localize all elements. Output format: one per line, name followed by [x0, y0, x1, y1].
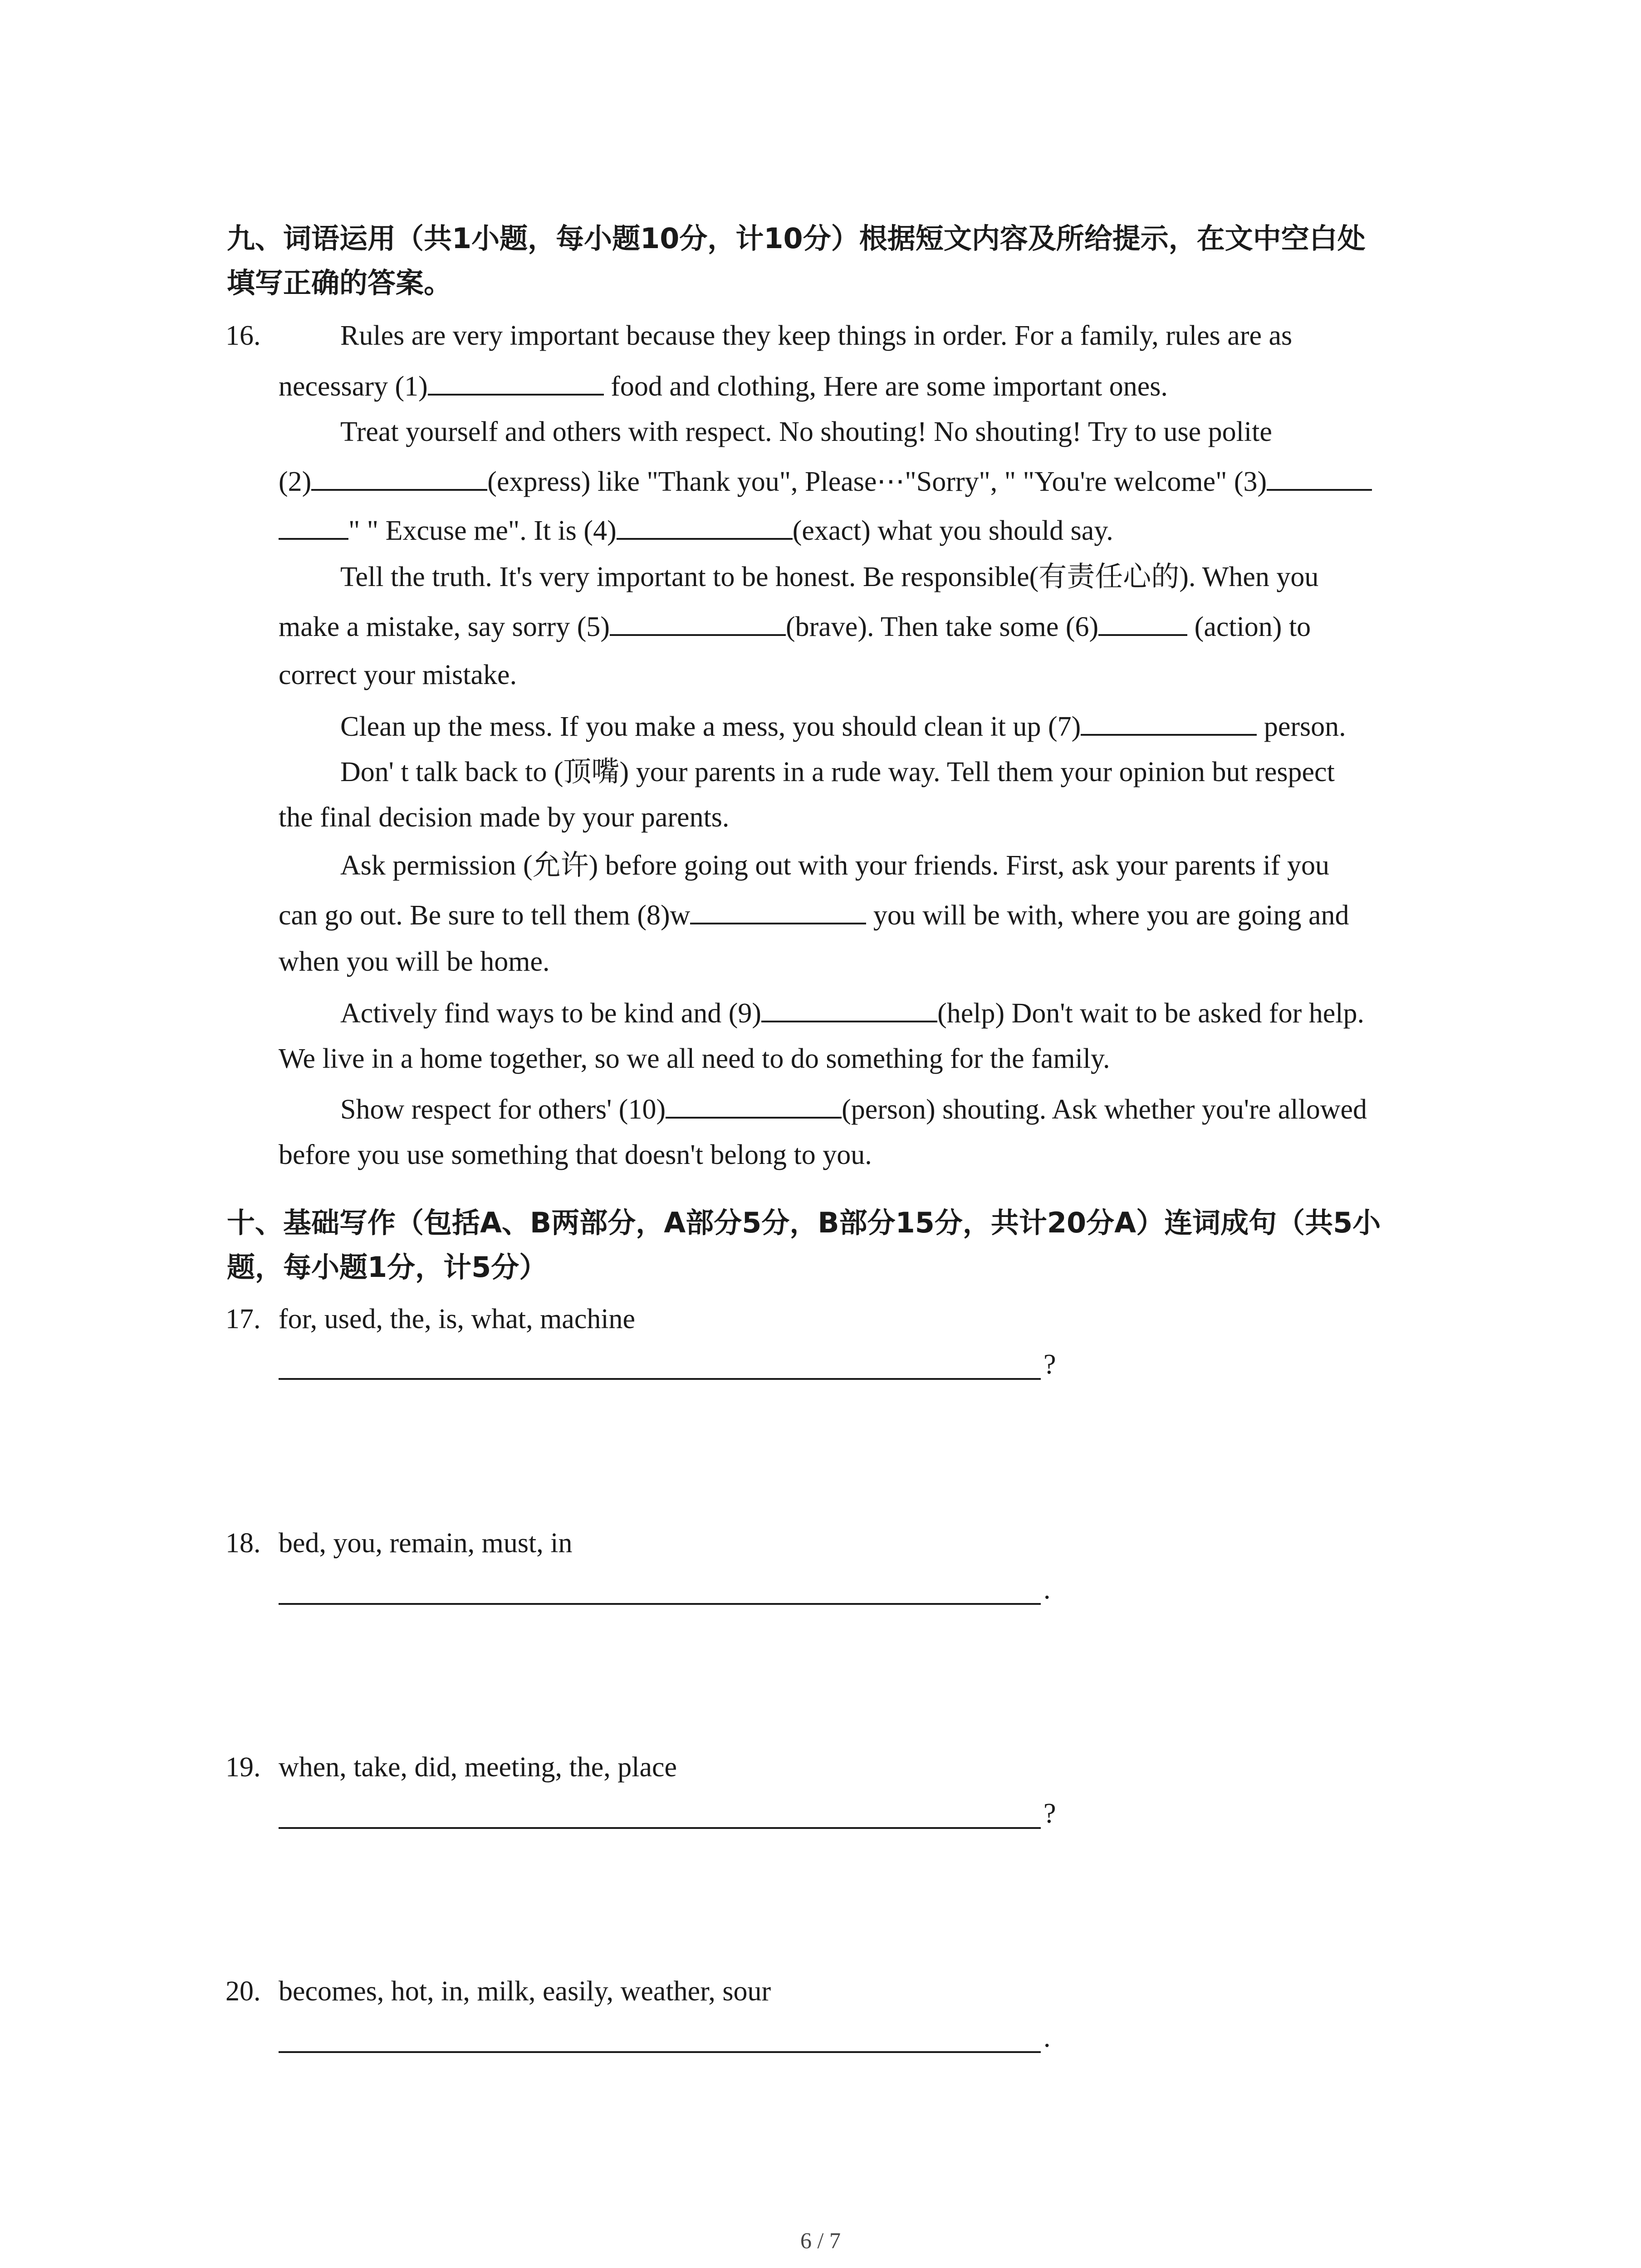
question-number: 19.: [225, 1752, 261, 1783]
passage-line: before you use something that doesn't belong to you.: [279, 1139, 872, 1170]
section-heading-continued: 题，每小题1分，计5分）: [227, 1251, 548, 1284]
passage-line: correct your mistake.: [279, 660, 517, 690]
passage-line: the final decision made by your parents.: [279, 802, 730, 833]
answer-line[interactable]: [279, 1827, 1041, 1829]
blank-8[interactable]: [690, 896, 866, 924]
end-punctuation: .: [1043, 2022, 1051, 2053]
passage-text: can go out. Be sure to tell them (8)w: [279, 900, 691, 931]
passage-line: [279, 367, 1168, 405]
passage-line: [340, 1090, 1367, 1128]
blank-7[interactable]: [1081, 708, 1257, 736]
passage-line: [279, 608, 1311, 645]
blank-2[interactable]: [311, 463, 487, 491]
end-punctuation: ?: [1043, 1798, 1056, 1829]
passage-text: (exact) what you should say.: [792, 515, 1113, 546]
passage-text: Clean up the mess. If you make a mess, you should clean it up (7): [340, 711, 1081, 742]
passage-text: you will be with, where you are going and: [866, 900, 1349, 931]
page-number: 6 / 7: [800, 2228, 841, 2253]
passage-line: Rules are very important because they keep things in order. For a family, rules are as: [340, 320, 1293, 351]
blank-1[interactable]: [428, 367, 604, 396]
passage-text: (person) shouting. Ask whether you're allowed: [842, 1094, 1367, 1125]
word-list: when, take, did, meeting, the, place: [279, 1752, 677, 1783]
passage-line: [340, 708, 1346, 745]
answer-line[interactable]: [279, 2051, 1041, 2053]
end-punctuation: ?: [1043, 1349, 1056, 1380]
section-heading: 九、词语运用（共1小题，每小题10分，计10分）根据短文内容及所给提示，在文中空白处: [227, 222, 1366, 255]
passage-line: [279, 512, 1113, 549]
passage-text: make a mistake, say sorry (5): [279, 611, 610, 642]
passage-line: when you will be home.: [279, 946, 550, 977]
passage-text: (help) Don't wait to be asked for help.: [937, 998, 1364, 1029]
passage-text: Show respect for others' (10): [340, 1094, 666, 1125]
word-list: becomes, hot, in, milk, easily, weather, sour: [279, 1976, 771, 2007]
passage-line: Don' t talk back to (顶嘴) your parents in a rude way. Tell them your opinion but respect: [340, 757, 1335, 787]
blank-5[interactable]: [610, 608, 786, 636]
passage-text: (brave). Then take some (6): [785, 611, 1099, 642]
question-number: 16.: [225, 320, 261, 351]
passage-text: (action) to: [1187, 611, 1311, 642]
blank-6[interactable]: [1098, 608, 1187, 636]
passage-line: Ask permission (允许) before going out with your friends. First, ask your parents if you: [340, 850, 1330, 881]
answer-line[interactable]: [279, 1378, 1041, 1380]
passage-text: (2): [279, 466, 312, 497]
passage-text: necessary (1): [279, 371, 428, 402]
answer-line[interactable]: [279, 1603, 1041, 1605]
section-heading: 十、基础写作（包括A、B两部分，A部分5分，B部分15分，共计20分A）连词成句（共5小: [227, 1206, 1381, 1239]
passage-line: Treat yourself and others with respect. No shouting! No shouting! Try to use polite: [340, 416, 1272, 447]
blank-10[interactable]: [666, 1090, 842, 1119]
section-heading-continued: 填写正确的答案。: [227, 266, 452, 299]
question-number: 18.: [225, 1528, 261, 1559]
passage-line: Tell the truth. It's very important to be honest. Be responsible(有责任心的). When you: [340, 562, 1319, 592]
blank-9[interactable]: [761, 994, 937, 1022]
passage-text: (express) like "Thank you", Please⋯"Sorry", " "You're welcome" (3): [487, 466, 1267, 497]
word-list: bed, you, remain, must, in: [279, 1528, 573, 1559]
blank-3-continued[interactable]: [279, 512, 348, 540]
passage-line: [279, 896, 1349, 934]
passage-text: food and clothing, Here are some important ones.: [603, 371, 1168, 402]
passage-text: person.: [1257, 711, 1346, 742]
passage-text: Actively find ways to be kind and (9): [340, 998, 762, 1029]
passage-text: " " Excuse me". It is (4): [348, 515, 617, 546]
passage-line: [279, 463, 1372, 500]
passage-line: [340, 994, 1364, 1031]
question-number: 20.: [225, 1976, 261, 2007]
blank-3[interactable]: [1267, 463, 1372, 491]
blank-4[interactable]: [617, 512, 793, 540]
passage-line: We live in a home together, so we all need to do something for the family.: [279, 1043, 1110, 1074]
end-punctuation: .: [1043, 1574, 1051, 1605]
word-list: for, used, the, is, what, machine: [279, 1304, 636, 1334]
question-number: 17.: [225, 1304, 261, 1334]
